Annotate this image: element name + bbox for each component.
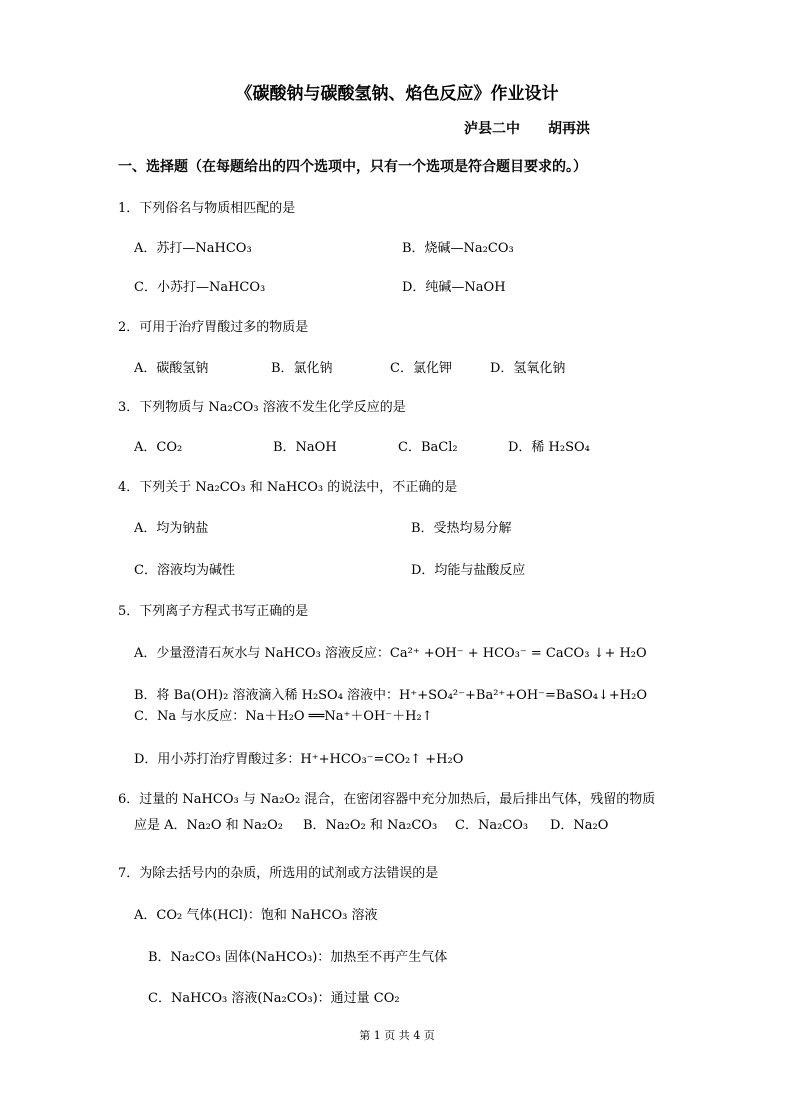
option: B．Na₂O₂ 和 Na₂CO₃: [303, 818, 438, 833]
author-name: 胡再洪: [548, 121, 590, 137]
question-stem: 1．下列俗名与物质相匹配的是: [118, 201, 296, 216]
author-line: [464, 121, 590, 137]
page-footer: 第 1 页 共 4 页: [359, 1029, 435, 1042]
option: D．稀 H₂SO₄: [508, 440, 590, 455]
option: C．Na 与水反应：Na＋H₂O ══Na⁺＋OH⁻＋H₂↑: [134, 709, 433, 724]
author-school: 泸县二中: [464, 121, 520, 137]
option: C．NaHCO₃ 溶液(Na₂CO₃)：通过量 CO₂: [148, 991, 400, 1006]
option: D．Na₂O: [550, 818, 609, 833]
option: B．NaOH: [273, 440, 337, 455]
option: B．受热均易分解: [411, 521, 512, 536]
question-stem: 6．过量的 NaHCO₃ 与 Na₂O₂ 混合，在密闭容器中充分加热后，最后排出气体，残留的物质: [118, 792, 656, 807]
question-stem: 7．为除去括号内的杂质，所选用的试剂或方法错误的是: [118, 866, 439, 881]
option: A．CO₂: [134, 440, 183, 455]
option: D．用小苏打治疗胃酸过多：H⁺+HCO₃⁻=CO₂↑ +H₂O: [134, 752, 464, 767]
option: A．均为钠盐: [134, 521, 209, 536]
option: C．BaCl₂: [398, 440, 458, 455]
section-heading: 一、选择题（在每题给出的四个选项中，只有一个选项是符合题目要求的。）: [118, 159, 587, 175]
option: A．碳酸氢钠: [134, 361, 209, 376]
option: A．CO₂ 气体(HCl)：饱和 NaHCO₃ 溶液: [134, 908, 378, 923]
question-stem: 3．下列物质与 Na₂CO₃ 溶液不发生化学反应的是: [118, 400, 406, 415]
option: A．苏打—NaHCO₃: [134, 241, 252, 256]
option: A．少量澄清石灰水与 NaHCO₃ 溶液反应：Ca²⁺ +OH⁻ + HCO₃⁻ = CaCO₃ ↓+ H₂O: [134, 646, 647, 661]
option: C．氯化钾: [390, 361, 452, 376]
question-stem: 5．下列离子方程式书写正确的是: [118, 604, 309, 619]
option: C．Na₂CO₃: [455, 818, 529, 833]
question-stem-continued: 应是 A．Na₂O 和 Na₂O₂: [134, 818, 283, 833]
question-stem: 4．下列关于 Na₂CO₃ 和 NaHCO₃ 的说法中，不正确的是: [118, 480, 458, 495]
option: D．纯碱—NaOH: [402, 280, 506, 295]
option: B．烧碱—Na₂CO₃: [402, 241, 514, 256]
option: D．氢氧化钠: [490, 361, 566, 376]
option: B．氯化钠: [271, 361, 333, 376]
document-title: 《碳酸钠与碳酸氢钠、焰色反应》作业设计: [235, 84, 559, 104]
option: D．均能与盐酸反应: [411, 563, 526, 578]
option: B．将 Ba(OH)₂ 溶液滴入稀 H₂SO₄ 溶液中：H⁺+SO₄²⁻+Ba²⁺+OH⁻=BaSO₄↓+H₂O: [134, 688, 647, 703]
option: C．小苏打—NaHCO₃: [134, 280, 266, 295]
option: C．溶液均为碱性: [134, 563, 235, 578]
question-stem: 2．可用于治疗胃酸过多的物质是: [118, 320, 309, 335]
option: B．Na₂CO₃ 固体(NaHCO₃)：加热至不再产生气体: [148, 950, 448, 965]
